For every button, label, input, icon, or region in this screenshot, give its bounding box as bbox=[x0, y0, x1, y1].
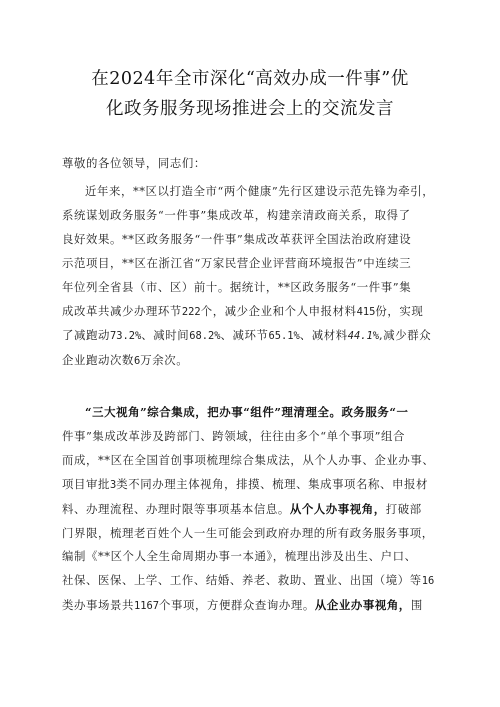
text-run: 打破部 bbox=[385, 501, 422, 516]
text-run: 个，减少企业和个人申报材料 bbox=[200, 303, 357, 318]
text-run: 项目审批 bbox=[62, 476, 110, 491]
paragraph-line bbox=[62, 324, 438, 349]
paragraph-line bbox=[62, 569, 438, 594]
paragraph-line bbox=[62, 401, 438, 425]
statistic-value: 222 bbox=[181, 305, 201, 318]
paragraph-2 bbox=[62, 401, 438, 619]
document-title bbox=[60, 64, 440, 124]
salutation bbox=[62, 152, 438, 176]
statistic-value: 415 bbox=[356, 305, 376, 318]
statistic-value: 1167 bbox=[133, 600, 159, 613]
text-run: 个事项，方便群众查询办理。 bbox=[158, 598, 315, 613]
text-run: 企业跑动次数 bbox=[62, 353, 134, 368]
paragraph-line: 编制《**区个人全生命周期办事一本通》，梳理出涉及出生、户口、 bbox=[62, 549, 417, 564]
statistic-value: 6 bbox=[133, 355, 141, 368]
emphasis-run: 从企业办事视角， bbox=[314, 598, 411, 613]
text-run: 料、办理流程、办理时限等事项基本信息。 bbox=[62, 501, 290, 516]
text-run: 份，实现 bbox=[375, 303, 424, 318]
statistic-value: 3 bbox=[109, 478, 117, 491]
paragraph-line: 近年来，**区以打造全市“两个健康”先行区建设示范先锋为牵引， bbox=[85, 184, 435, 198]
text-run: 围 bbox=[410, 598, 423, 613]
paragraph-line: 系统谋划政务服务“一件事”集成改革，构建亲清政商关系，取得了 bbox=[62, 207, 411, 222]
statistic-value: 68.2% bbox=[189, 330, 221, 343]
text-run: 、减时间 bbox=[141, 328, 190, 343]
paragraph-line: 件事”集成改革涉及跨部门、跨领域，往往由多个“单个事项”组合 bbox=[62, 428, 406, 443]
text-run: 成改革共减少办理环节 bbox=[62, 303, 182, 318]
title-line: 化政务服务现场推进会上的交流发言 bbox=[106, 99, 394, 119]
text-run: 万余次。 bbox=[140, 353, 189, 368]
paragraph-line bbox=[62, 349, 438, 374]
statistic-value: 65.1% bbox=[268, 330, 300, 343]
statistic-value: 16 bbox=[421, 575, 435, 588]
salutation-text: 尊敬的各位领导，同志们： bbox=[62, 156, 206, 170]
paragraph-line: 良好效果。**区政务服务“一件事”集成改革获评全国法治政府建设 bbox=[62, 231, 412, 246]
paragraph-line bbox=[62, 594, 438, 619]
text-run: 了减跑动 bbox=[62, 328, 110, 343]
text-run: 类办事场景共 bbox=[62, 598, 134, 613]
statistic-value: 44.1% bbox=[347, 330, 379, 343]
paragraph-line bbox=[62, 498, 438, 522]
text-run: 社保、医保、上学、工作、结婚、养老、救助、置业、出国（境）等 bbox=[62, 573, 422, 588]
text-run: 、减材料 bbox=[299, 328, 348, 343]
paragraph-line bbox=[62, 473, 438, 498]
paragraph-line bbox=[62, 300, 438, 325]
section-heading: “三大视角”综合集成，把办事“组件”理清理全。 bbox=[85, 405, 342, 419]
paragraph-1 bbox=[62, 180, 438, 374]
text-run: 政务服务“一 bbox=[341, 405, 409, 419]
title-line: 在2024年全市深化“高效办成一件事”优 bbox=[91, 69, 409, 89]
text-run: 类不同办理主体视角，排摸、梳理、集成事项名称、申报材 bbox=[116, 476, 428, 491]
text-run: 、减环节 bbox=[220, 328, 269, 343]
paragraph-line: 门界限，梳理老百姓个人一生可能会到政府办理的所有政务服务事项， bbox=[62, 525, 434, 540]
paragraph-line: 示范项目，**区在浙江省“万家民营企业评营商环境报告”中连续三 bbox=[62, 255, 412, 270]
statistic-value: 73.2% bbox=[109, 330, 142, 343]
emphasis-run: 从个人办事视角， bbox=[289, 501, 386, 516]
paragraph-line: 年位列全省县（市、区）前十。据统计，**区政务服务“一件事”集 bbox=[62, 279, 412, 294]
paragraph-line: 而成，**区在全国首创事项梳理综合集成法，从个人办事、企业办事、 bbox=[62, 452, 435, 467]
text-run: ,减少群众 bbox=[379, 328, 432, 343]
